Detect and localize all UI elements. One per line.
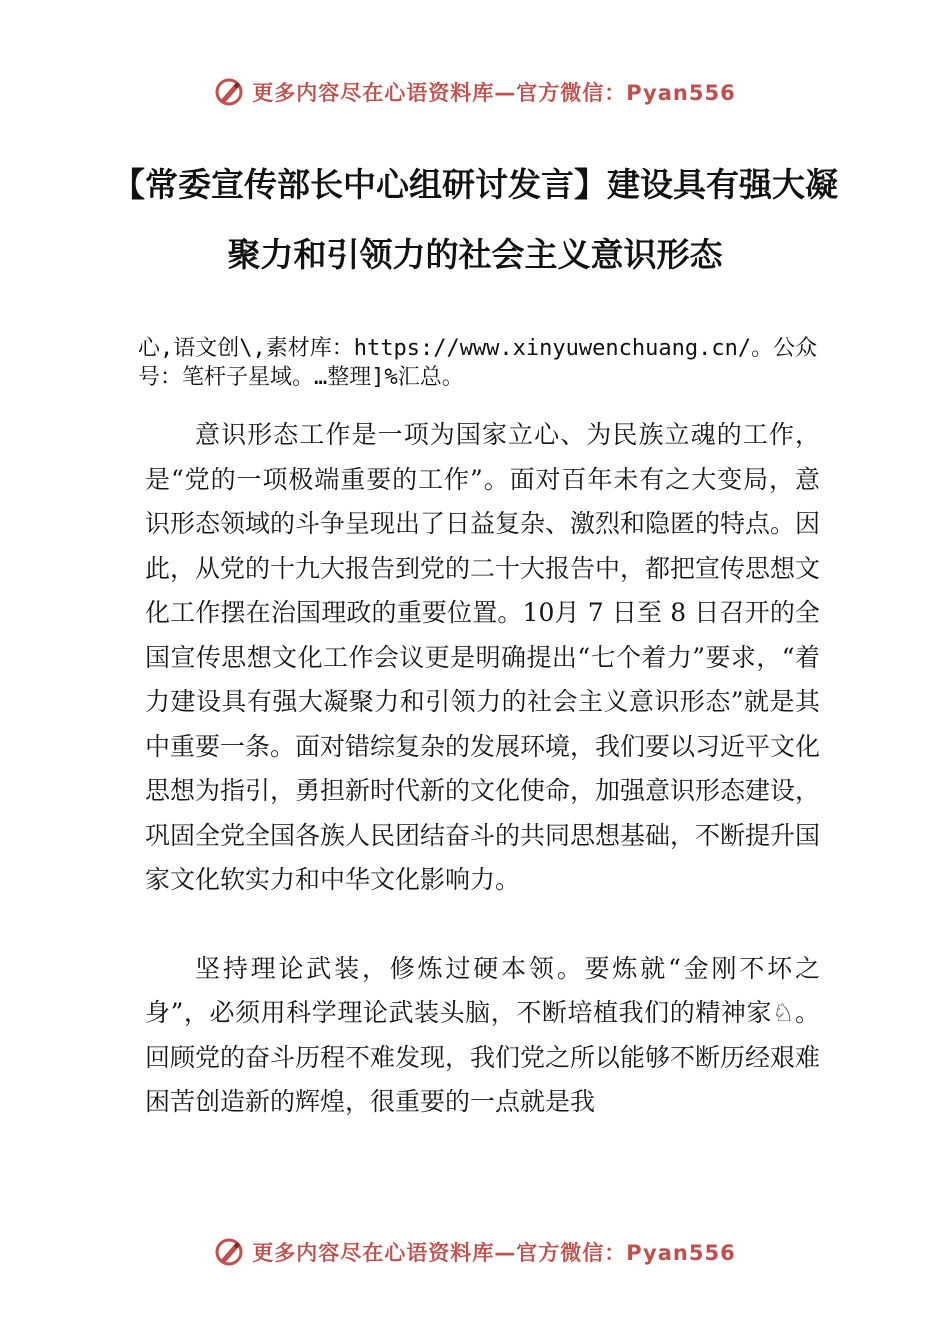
header-banner-text: 更多内容尽在心语资料库—官方微信：Pyan556 xyxy=(252,81,736,105)
pen-logo-icon xyxy=(214,77,244,107)
body-paragraph: 坚持理论武装，修炼过硬本领。要炼就“金刚不坏之身”，必须用科学理论武装头脑，不断培植我们的精神家♘。回顾党的奋斗历程不难发现，我们党之所以能够不断历经艰难困苦创造新的辉煌，很重要的一点就是我 xyxy=(145,953,821,1116)
header-banner xyxy=(0,70,950,114)
document-body xyxy=(145,413,820,1125)
footer-banner-text: 更多内容尽在心语资料库—官方微信：Pyan556 xyxy=(252,1241,736,1265)
source-note: 心,语文创\,素材库：https://www.xinyuwenchuang.cn/。公众号：笔杆子星域。…整理]%汇总。 xyxy=(138,336,818,390)
pen-logo-icon xyxy=(214,1237,244,1267)
footer-banner xyxy=(0,1230,950,1274)
document-title: 【常委宣传部长中心组研讨发言】建设具有强大凝聚力和引领力的社会主义意识形态 xyxy=(112,165,838,274)
body-paragraph: 意识形态工作是一项为国家立心、为民族立魂的工作，是“党的一项极端重要的工作”。面对百年未有之大变局，意识形态领域的斗争呈现出了日益复杂、激烈和隐匿的特点。因此，从党的十九大报告到党的二十大报告中，都把宣传思想文化工作摆在治国理政的重要位置。10月 7 日至 8 日召开的全国宣传思想文化工作会议更是明确提出“七个着力”要求，“着力建设具有强大凝聚力和引领力的社会主义意识形态”就是其中重要一条。面对错综复杂的发展环境，我们要以习近平文化思想为指引，勇担新时代新的文化使命，加强意识形态建设，巩固全党全国各族人民团结奋斗的共同思想基础，不断提升国家文化软实力和中华文化影响力。 xyxy=(145,420,821,894)
